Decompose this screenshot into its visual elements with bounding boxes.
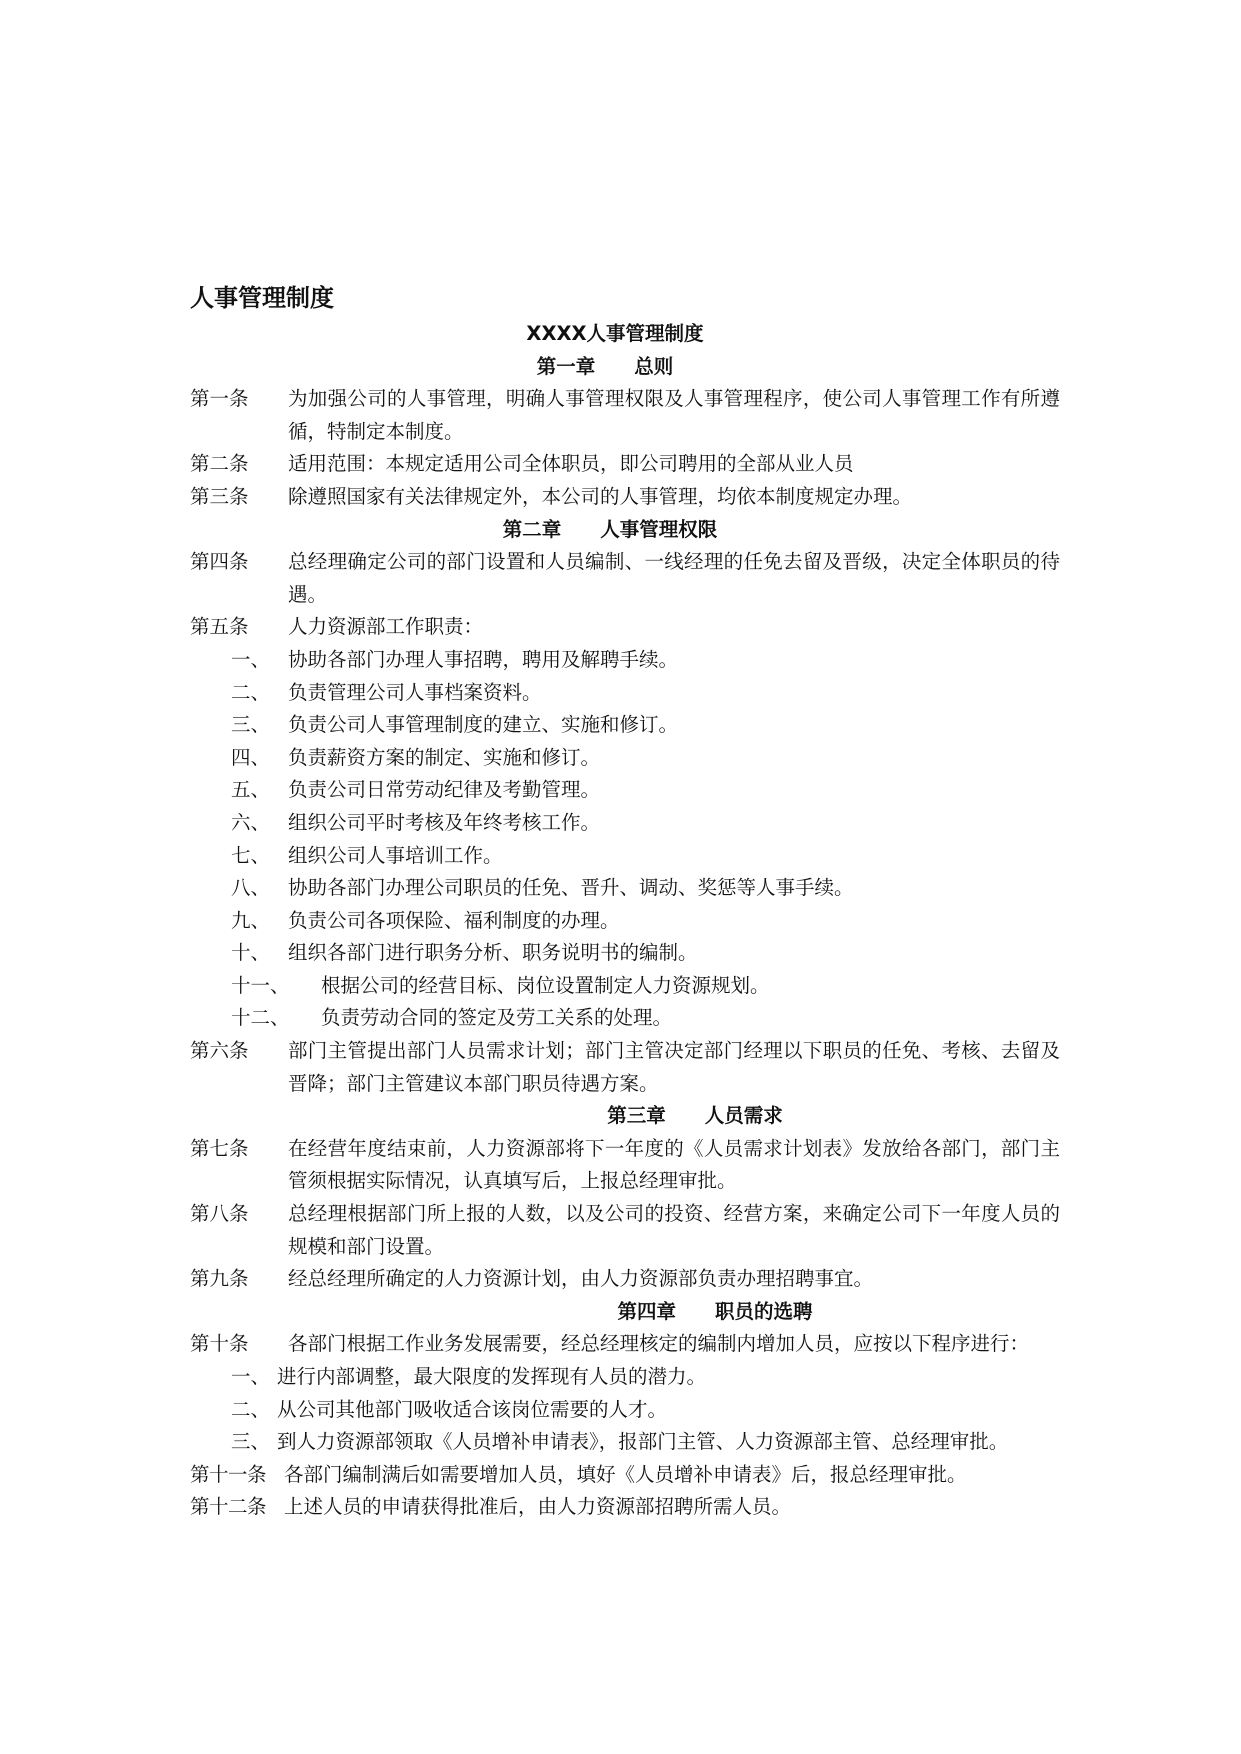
duty-item	[190, 872, 1060, 905]
duty-number: 四、	[231, 745, 271, 769]
chapter-3-heading: 第三章 人员需求	[607, 1104, 783, 1128]
duty-number: 十一、	[231, 973, 290, 997]
duty-number: 十二、	[231, 1006, 290, 1030]
article-5	[190, 611, 1060, 644]
article-label: 第六条	[190, 1039, 249, 1063]
article-text: 除遵照国家有关法律规定外，本公司的人事管理，均依本制度规定办理。	[288, 484, 913, 508]
duty-item	[190, 1002, 1060, 1035]
article-text: 各部门根据工作业务发展需要，经总经理核定的编制内增加人员，应按以下程序进行：	[288, 1332, 1030, 1356]
procedure-number: 三、	[231, 1430, 271, 1454]
duty-item	[190, 970, 1060, 1003]
duty-number: 九、	[231, 908, 271, 932]
article-label: 第三条	[190, 484, 249, 508]
procedure-item	[190, 1361, 1060, 1394]
procedure-number: 二、	[231, 1397, 271, 1421]
article-text: 经总经理所确定的人力资源计划，由人力资源部负责办理招聘事宜。	[288, 1267, 874, 1291]
duty-text: 负责管理公司人事档案资料。	[288, 680, 542, 704]
document-title: XXXX人事管理制度	[526, 322, 704, 345]
duty-item	[190, 742, 1060, 775]
duty-number: 三、	[231, 713, 271, 737]
article-label: 第八条	[190, 1202, 249, 1226]
duty-item	[190, 807, 1060, 840]
duty-item	[190, 937, 1060, 970]
chapter-1-heading: 第一章 总则	[536, 354, 674, 378]
document-body	[190, 318, 1060, 1524]
article-label: 第九条	[190, 1267, 249, 1291]
duty-number: 六、	[231, 810, 271, 834]
duty-text: 负责公司人事管理制度的建立、实施和修订。	[288, 713, 679, 737]
duty-text: 负责薪资方案的制定、实施和修订。	[288, 745, 601, 769]
article-label: 第五条	[190, 615, 249, 639]
article-text: 为加强公司的人事管理，明确人事管理权限及人事管理程序，使公司人事管理工作有所遵循，特制定本制度。	[288, 387, 1060, 443]
chapter-4-heading: 第四章 职员的选聘	[617, 1299, 813, 1323]
article-9	[190, 1263, 1060, 1296]
article-10	[190, 1328, 1060, 1361]
article-label: 第十条	[190, 1332, 249, 1356]
duty-item	[190, 709, 1060, 742]
article-text: 上述人员的申请获得批准后，由人力资源部招聘所需人员。	[284, 1495, 792, 1519]
duty-item	[190, 677, 1060, 710]
article-7	[190, 1133, 1060, 1198]
article-text: 总经理根据部门所上报的人数，以及公司的投资、经营方案，来确定公司下一年度人员的规模和部门设置。	[288, 1202, 1060, 1258]
procedure-text: 从公司其他部门吸收适合该岗位需要的人才。	[277, 1397, 668, 1421]
duty-text: 协助各部门办理人事招聘，聘用及解聘手续。	[288, 647, 679, 671]
duty-text: 根据公司的经营目标、岗位设置制定人力资源规划。	[321, 973, 770, 997]
duty-number: 七、	[231, 843, 271, 867]
duty-text: 协助各部门办理公司职员的任免、晋升、调动、奖惩等人事手续。	[288, 876, 854, 900]
duty-number: 十、	[231, 941, 271, 965]
article-label: 第二条	[190, 452, 249, 476]
duty-text: 组织各部门进行职务分析、职务说明书的编制。	[288, 941, 698, 965]
duty-item	[190, 905, 1060, 938]
chapter-2-heading: 第二章 人事管理权限	[502, 517, 718, 541]
duty-text: 组织公司人事培训工作。	[288, 843, 503, 867]
article-2	[190, 448, 1060, 481]
duty-item	[190, 644, 1060, 677]
procedure-text: 进行内部调整，最大限度的发挥现有人员的潜力。	[277, 1365, 707, 1388]
article-label: 第十一条	[190, 1462, 267, 1486]
article-label: 第十二条	[190, 1495, 267, 1519]
article-label: 第一条	[190, 387, 249, 411]
duty-number: 八、	[231, 876, 271, 900]
document-heading: 人事管理制度	[190, 284, 334, 312]
procedure-item	[190, 1426, 1060, 1459]
procedure-text: 到人力资源部领取《人员增补申请表》，报部门主管、人力资源部主管、总经理审批。	[277, 1430, 1009, 1454]
article-text: 适用范围：本规定适用公司全体职员，即公司聘用的全部从业人员	[288, 452, 854, 476]
article-1	[190, 383, 1060, 448]
article-3	[190, 481, 1060, 514]
article-8	[190, 1198, 1060, 1263]
procedure-number: 一、	[231, 1365, 271, 1388]
duty-text: 负责公司日常劳动纪律及考勤管理。	[288, 778, 601, 802]
procedure-item	[190, 1394, 1060, 1427]
duty-number: 二、	[231, 680, 271, 704]
article-text: 部门主管提出部门人员需求计划；部门主管决定部门经理以下职员的任免、考核、去留及晋降；部门主管建议本部门职员待遇方案。	[288, 1039, 1060, 1095]
article-12	[190, 1491, 1060, 1524]
duty-item	[190, 774, 1060, 807]
article-text: 各部门编制满后如需要增加人员，填好《人员增补申请表》后，报总经理审批。	[284, 1462, 967, 1486]
article-6	[190, 1035, 1060, 1100]
duty-item	[190, 840, 1060, 873]
duty-text: 负责劳动合同的签定及劳工关系的处理。	[321, 1006, 673, 1030]
duty-text: 组织公司平时考核及年终考核工作。	[288, 810, 601, 834]
article-4	[190, 546, 1060, 611]
article-label: 第七条	[190, 1136, 249, 1160]
duty-number: 一、	[231, 647, 271, 671]
duty-number: 五、	[231, 778, 271, 802]
article-label: 第四条	[190, 550, 249, 574]
article-11	[190, 1459, 1060, 1492]
article-text: 总经理确定公司的部门设置和人员编制、一线经理的任免去留及晋级，决定全体职员的待遇。	[288, 550, 1060, 606]
article-text: 人力资源部工作职责：	[288, 615, 484, 639]
article-text: 在经营年度结束前，人力资源部将下一年度的《人员需求计划表》发放给各部门，部门主管须根据实际情况，认真填写后，上报总经理审批。	[288, 1136, 1060, 1193]
duty-text: 负责公司各项保险、福利制度的办理。	[288, 908, 620, 932]
